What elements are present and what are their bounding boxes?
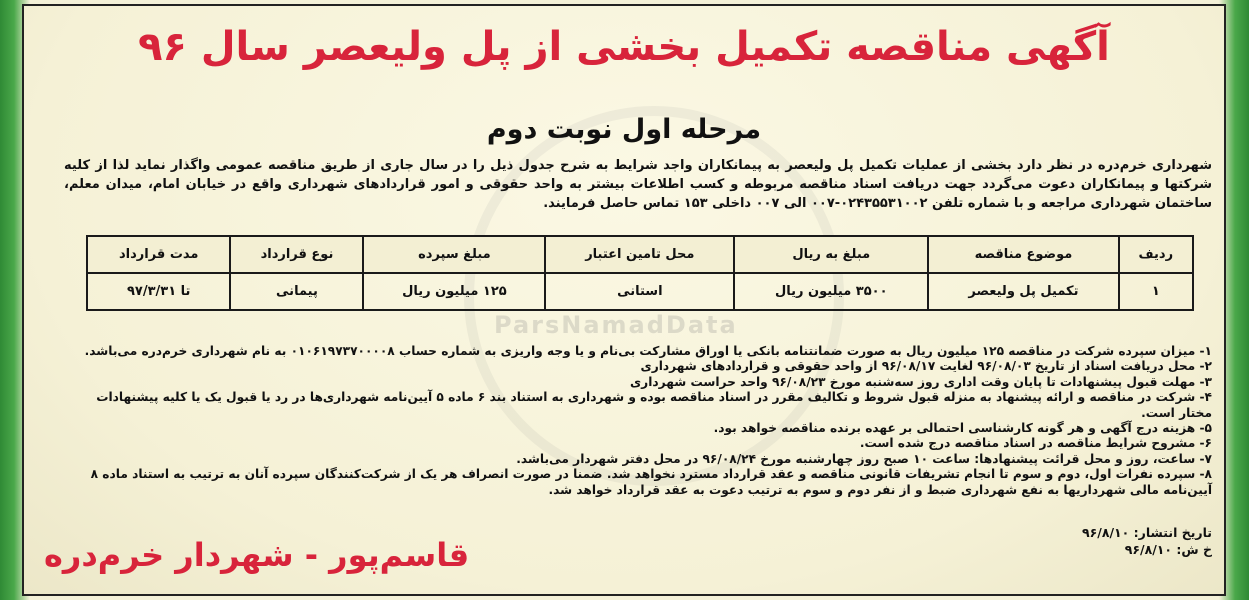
- cell-contract-duration: تا ۹۷/۳/۳۱: [87, 273, 230, 310]
- condition-item: ۲- محل دریافت اسناد از تاریخ ۹۶/۰۸/۰۳ لغایت ۹۶/۰۸/۱۷ از واحد حقوقی و قراردادهای شهرداری: [640, 359, 1212, 374]
- condition-item: ۸- سپرده نفرات اول، دوم و سوم تا انجام تشریفات قانونی مناقصه و عقد قرارداد مسترد نخواهد شد. ضمنا در صورت انصراف هر یک از شرکت‌کنندگان سپرده آنان به ترتیب به استناد ماده ۸ آیین‌نامه مالی شهرداریها به نفع شهرداری ضبط و از نفر دوم و سوم به ترتیب دعوت به عقد قرارداد خواهد شد.: [90, 467, 1212, 497]
- condition-item: ۷- ساعت، روز و محل قرائت پیشنهادها: ساعت ۱۰ صبح روز چهارشنبه مورخ ۹۶/۰۸/۲۴ در محل دفتر شهردار می‌باشد.: [516, 451, 1212, 466]
- header-funding-source: محل تامین اعتبار: [545, 236, 734, 273]
- ad-paper: [22, 4, 1226, 596]
- condition-item: ۶- مشروح شرایط مناقصه در اسناد مناقصه درج شده است.: [859, 436, 1212, 451]
- publication-info: [1082, 524, 1212, 558]
- condition-item: ۳- مهلت قبول پیشنهادات تا پایان وقت اداری روز سه‌شنبه مورخ ۹۶/۰۸/۲۳ واحد حراست شهرداری: [630, 374, 1212, 389]
- header-contract-type: نوع قرارداد: [230, 236, 363, 273]
- cell-row-number: ۱: [1119, 273, 1193, 310]
- cell-funding-source: استانی: [545, 273, 734, 310]
- watermark: ParsNamadData: [494, 311, 738, 339]
- table-header-row: [87, 236, 1193, 273]
- cell-deposit: ۱۲۵ میلیون ریال: [363, 273, 545, 310]
- condition-item: ۴- شرکت در مناقصه و ارائه پیشنهاد به منزله قبول شروط و تکالیف مقرر در اسناد مناقصه بوده و شهرداری به استناد بند ۶ ماده ۵ آیین‌نامه شهرداری‌ها در رد یا قبول یک یا کلیه پیشنهادات مختار است.: [96, 390, 1212, 420]
- cell-subject: تکمیل پل ولیعصر: [928, 273, 1118, 310]
- header-contract-duration: مدت قرارداد: [87, 236, 230, 273]
- conditions-list: [60, 344, 1212, 498]
- tender-table: [86, 235, 1194, 311]
- publication-code: خ ش: ۹۶/۸/۱۰: [1124, 542, 1212, 557]
- ad-subtitle: مرحله اول نوبت دوم: [486, 114, 762, 145]
- cell-amount: ۳۵۰۰ میلیون ریال: [734, 273, 928, 310]
- cell-contract-type: پیمانی: [230, 273, 363, 310]
- table-row: [87, 273, 1193, 310]
- condition-item: ۱- میزان سپرده شرکت در مناقصه ۱۲۵ میلیون ریال به صورت ضمانتنامه بانکی یا اوراق مشارکت بی‌نام و یا وجه واریزی به شماره حساب ۰۱۰۶۱۹۷۳۷۰۰۰۰۸ به نام شهرداری خرم‌دره می‌باشد.: [84, 344, 1212, 358]
- condition-item: ۵- هزینه درج آگهی و هر گونه کارشناسی احتمالی بر عهده برنده مناقصه خواهد بود.: [713, 421, 1212, 436]
- publication-date: تاریخ انتشار: ۹۶/۸/۱۰: [1082, 525, 1212, 540]
- intro-paragraph: شهرداری خرم‌دره در نظر دارد بخشی از عملیات تکمیل پل ولیعصر به پیمانکاران واجد شرایط به شرح جدول ذیل را در سال جاری از طریق مناقصه عمومی واگذار نماید لذا از کلیه شرکتها و پیمانکاران دعوت می‌گردد جهت دریافت اسناد مناقصه مربوطه و کسب اطلاعات بیشتر به واحد حقوقی و امور قراردادهای شهرداری واقع در خیابان امام، میدان معلم، ساختمان شهرداری مراجعه و با شماره تلفن ۰۲۴۳۵۵۳۱۰۰۲-۰۰۷ الی ۰۰۷ داخلی ۱۵۳ تماس حاصل فرمایند.: [64, 158, 1212, 211]
- header-deposit: مبلغ سپرده: [363, 236, 545, 273]
- header-row-number: ردیف: [1119, 236, 1193, 273]
- ad-title: آگهی مناقصه تکمیل بخشی از پل ولیعصر سال ۹۶: [138, 24, 1110, 70]
- header-subject: موضوع مناقصه: [928, 236, 1118, 273]
- header-amount: مبلغ به ریال: [734, 236, 928, 273]
- mayor-signature: قاسم‌پور - شهردار خرم‌دره: [44, 536, 470, 574]
